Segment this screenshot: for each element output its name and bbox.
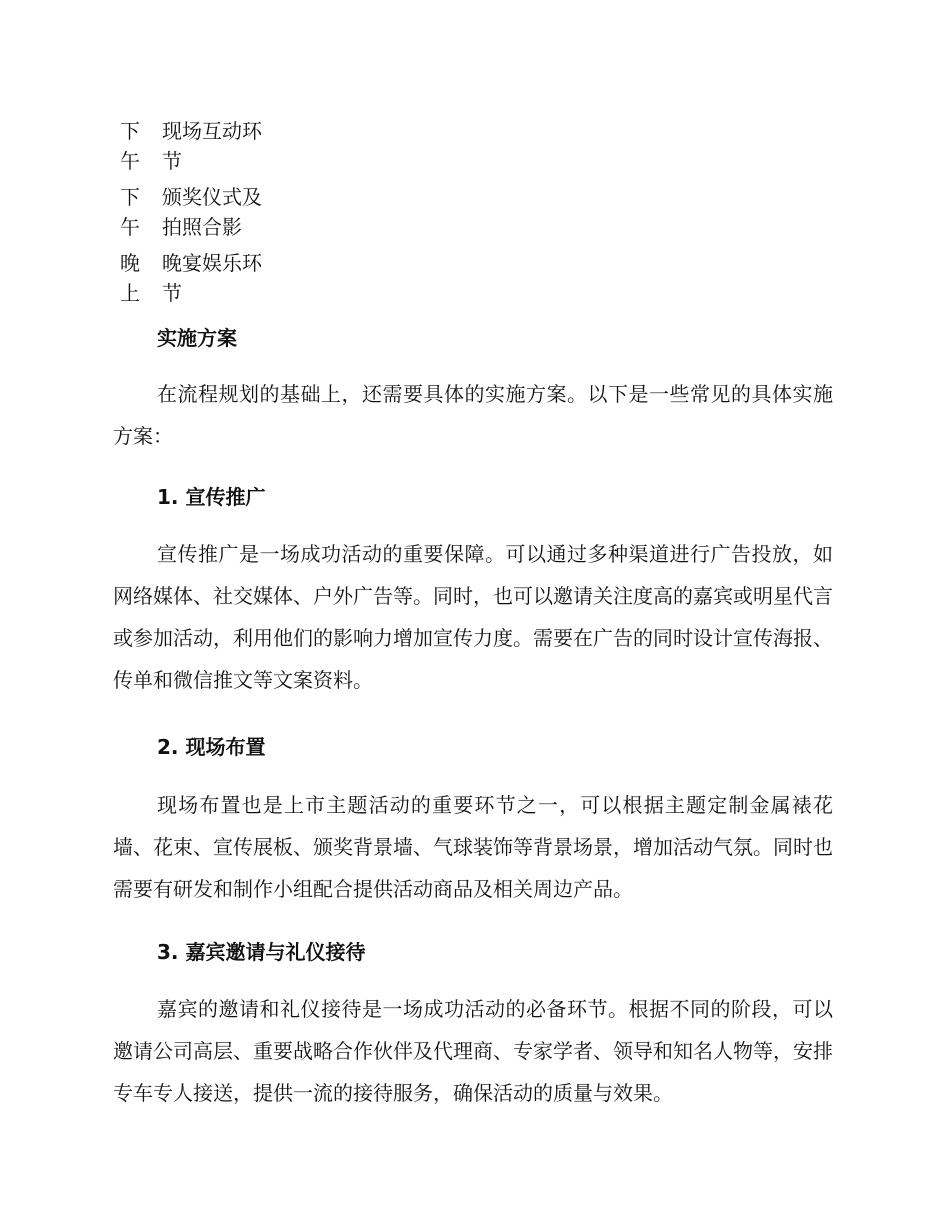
schedule-time (120, 182, 144, 242)
schedule-item-line: 颁奖仪式及 (162, 185, 262, 209)
schedule-time-line: 下 (120, 119, 140, 143)
intro-paragraph: 在流程规划的基础上，还需要具体的实施方案。以下是一些常见的具体实施方案： (113, 382, 833, 448)
schedule-time-line: 午 (120, 149, 140, 173)
item-paragraph: 现场布置也是上市主题活动的重要环节之一，可以根据主题定制金属裱花墙、花束、宣传展板、颁奖背景墙、气球装饰等背景场景，增加活动气氛。同时也需要有研发和制作小组配合提供活动商品及相关周边产品。 (113, 793, 833, 901)
schedule-time-line: 上 (120, 281, 140, 305)
item-heading: 3. 嘉宾邀请与礼仪接待 (157, 940, 366, 964)
item-heading: 2. 现场布置 (157, 735, 266, 759)
schedule-time-line: 午 (120, 215, 140, 239)
schedule-time-line: 晚 (120, 251, 140, 275)
section-title: 实施方案 (157, 326, 237, 350)
schedule-time (120, 248, 144, 308)
schedule-item (162, 182, 292, 242)
schedule-item-line: 晚宴娱乐环 (162, 251, 262, 275)
schedule-item-line: 节 (162, 281, 182, 305)
schedule-item-line: 节 (162, 149, 182, 173)
schedule-item-line: 现场互动环 (162, 119, 262, 143)
schedule-item (162, 248, 292, 308)
item-heading: 1. 宣传推广 (157, 485, 266, 509)
schedule-item-line: 拍照合影 (162, 215, 242, 239)
schedule-time-line: 下 (120, 185, 140, 209)
schedule-time (120, 116, 144, 176)
schedule-item (162, 116, 292, 176)
item-paragraph: 宣传推广是一场成功活动的重要保障。可以通过多种渠道进行广告投放，如网络媒体、社交媒体、户外广告等。同时，也可以邀请关注度高的嘉宾或明星代言或参加活动，利用他们的影响力增加宣传力度。需要在广告的同时设计宣传海报、传单和微信推文等文案资料。 (113, 542, 833, 692)
item-paragraph: 嘉宾的邀请和礼仪接待是一场成功活动的必备环节。根据不同的阶段，可以邀请公司高层、重要战略合作伙伴及代理商、专家学者、领导和知名人物等，安排专车专人接送，提供一流的接待服务，确保活动的质量与效果。 (113, 997, 833, 1105)
